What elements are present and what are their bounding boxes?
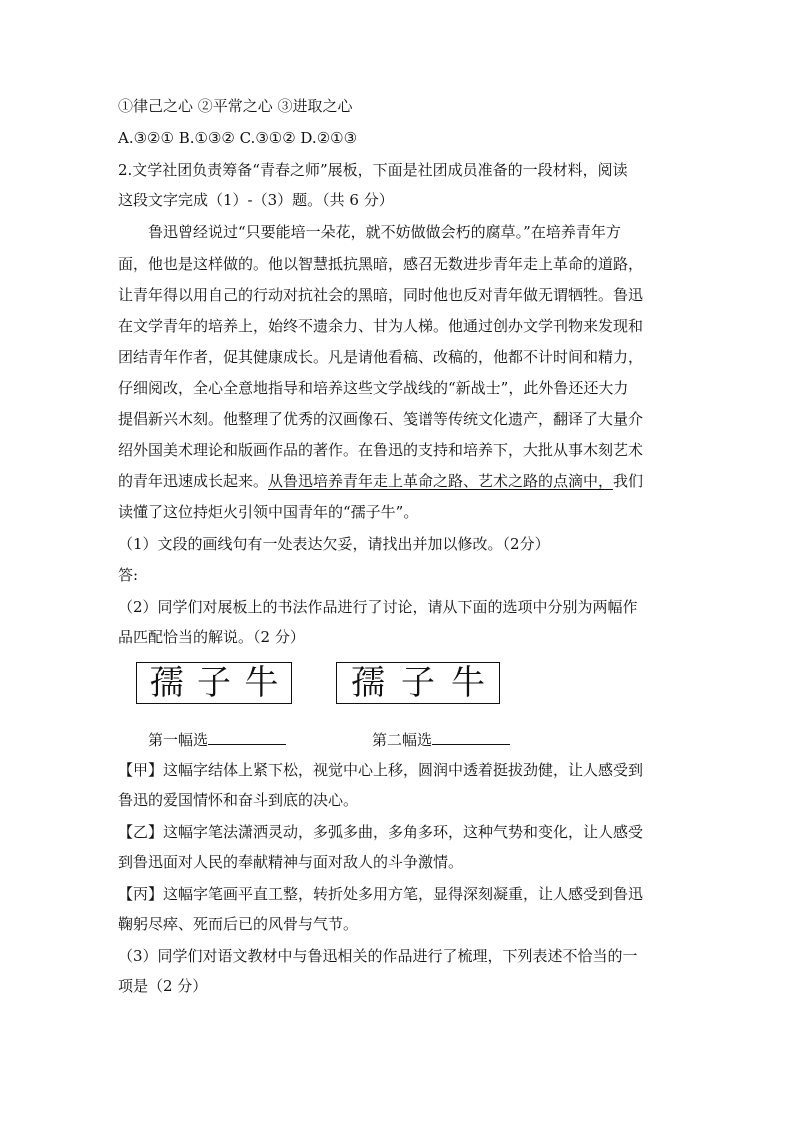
passage-line: 鲁迅曾经说过“只要能培一朵花，就不妨做做会朽的腐草。”在培养青年方 — [148, 223, 621, 241]
passage-line: 绍外国美术理论和版画作品的著作。在鲁迅的支持和培养下，大批从事木刻艺术 — [118, 441, 644, 459]
calligraphy-char: 子 — [196, 663, 231, 703]
pick-second-blank[interactable] — [432, 728, 510, 745]
passage-line: 面，他也是这样做的。他以智慧抵抗黑暗，感召无数进步青年走上革命的道路， — [118, 255, 644, 273]
calligraphy-char: 子 — [401, 663, 435, 703]
passage-last-line: 读懂了这位持炬火引领中国青年的“孺子牛”。 — [118, 503, 419, 521]
q2-title-line-2: 这段文字完成（1）-（3）题。（共 6 分） — [118, 191, 394, 209]
passage-line: 仔细阅改，全心全意地指导和培养这些文学战线的“新战士”，此外鲁还还大力 — [118, 379, 629, 397]
calligraphy-char: 牛 — [244, 663, 279, 703]
pick-first-blank[interactable] — [208, 728, 286, 745]
option-yi-line-1: 【乙】这幅字笔法潇洒灵动，多弧多曲，多角多环，这种气势和变化，让人感受 — [118, 823, 644, 841]
option-bing-line-2: 鞠躬尽瘁、死而后已的风骨与气节。 — [118, 915, 359, 933]
passage-line: 让青年得以用自己的行动对抗社会的黑暗，同时他也反对青年做无谓牺牲。鲁迅 — [118, 286, 644, 304]
passage-line: 团结青年作者，促其健康成长。凡是请他看稿、改稿的，他都不计时间和精力， — [118, 348, 644, 366]
calligraphy-char: 孺 — [149, 663, 184, 703]
pick-first-label: 第一幅选 — [148, 731, 209, 749]
sub-question-2-line-2: 品匹配恰当的解说。（2 分） — [118, 628, 305, 646]
sub-question-1: （1）文段的画线句有一处表达欠妥，请找出并加以修改。（2分） — [118, 535, 550, 553]
sub-question-2-line-1: （2）同学们对展板上的书法作品进行了讨论，请从下面的选项中分别为两幅作 — [118, 598, 638, 616]
pick-second — [372, 728, 510, 750]
passage-line: 提倡新兴木刻。他整理了优秀的汉画像石、笺谱等传统文化遗产，翻译了大量介 — [118, 410, 644, 428]
option-yi-line-2: 到鲁迅面对人民的奉献精神与面对敌人的斗争激情。 — [118, 853, 464, 871]
calligraphy-work-2 — [336, 662, 500, 704]
underlined-sentence: 从鲁迅培养青年走上革命之路、艺术之路的点滴中， — [268, 472, 614, 490]
passage-line-with-underline — [118, 471, 643, 491]
option-jia-line-1: 【甲】这幅字结体上紧下松，视觉中心上移，圆润中透着挺拔劲健，让人感受到 — [118, 761, 644, 779]
q2-title-line-1: 2.文学社团负责筹备“青春之师”展板，下面是社团成员准备的一段材料，阅读 — [118, 161, 628, 179]
choices-line: A.③②① B.①③② C.③①② D.②①③ — [118, 129, 358, 147]
passage-line: 在文学青年的培养上，始终不遗余力、甘为人梯。他通过创办文学刊物来发现和 — [118, 317, 644, 335]
calligraphy-char: 牛 — [451, 663, 485, 703]
option-jia-line-2: 鲁迅的爱国情怀和奋斗到底的决心。 — [118, 791, 359, 809]
calligraphy-char: 孺 — [351, 663, 385, 703]
option-bing-line-1: 【丙】这幅字笔画平直工整，转折处多用方笔，显得深刻凝重，让人感受到鲁迅 — [118, 885, 644, 903]
sub-question-3-line-1: （3）同学们对语文教材中与鲁迅相关的作品进行了梳理，下列表述不恰当的一 — [118, 947, 638, 965]
passage-text: 的青年迅速成长起来。 — [118, 472, 269, 490]
passage-text: 我们 — [613, 472, 644, 490]
options-line: ①律己之心 ②平常之心 ③进取之心 — [118, 97, 353, 115]
sub-question-3-line-2: 项是（2 分） — [118, 977, 208, 995]
pick-first — [148, 728, 286, 750]
answer-label: 答: — [118, 566, 139, 584]
calligraphy-work-1 — [136, 662, 292, 704]
pick-second-label: 第二幅选 — [372, 731, 433, 749]
